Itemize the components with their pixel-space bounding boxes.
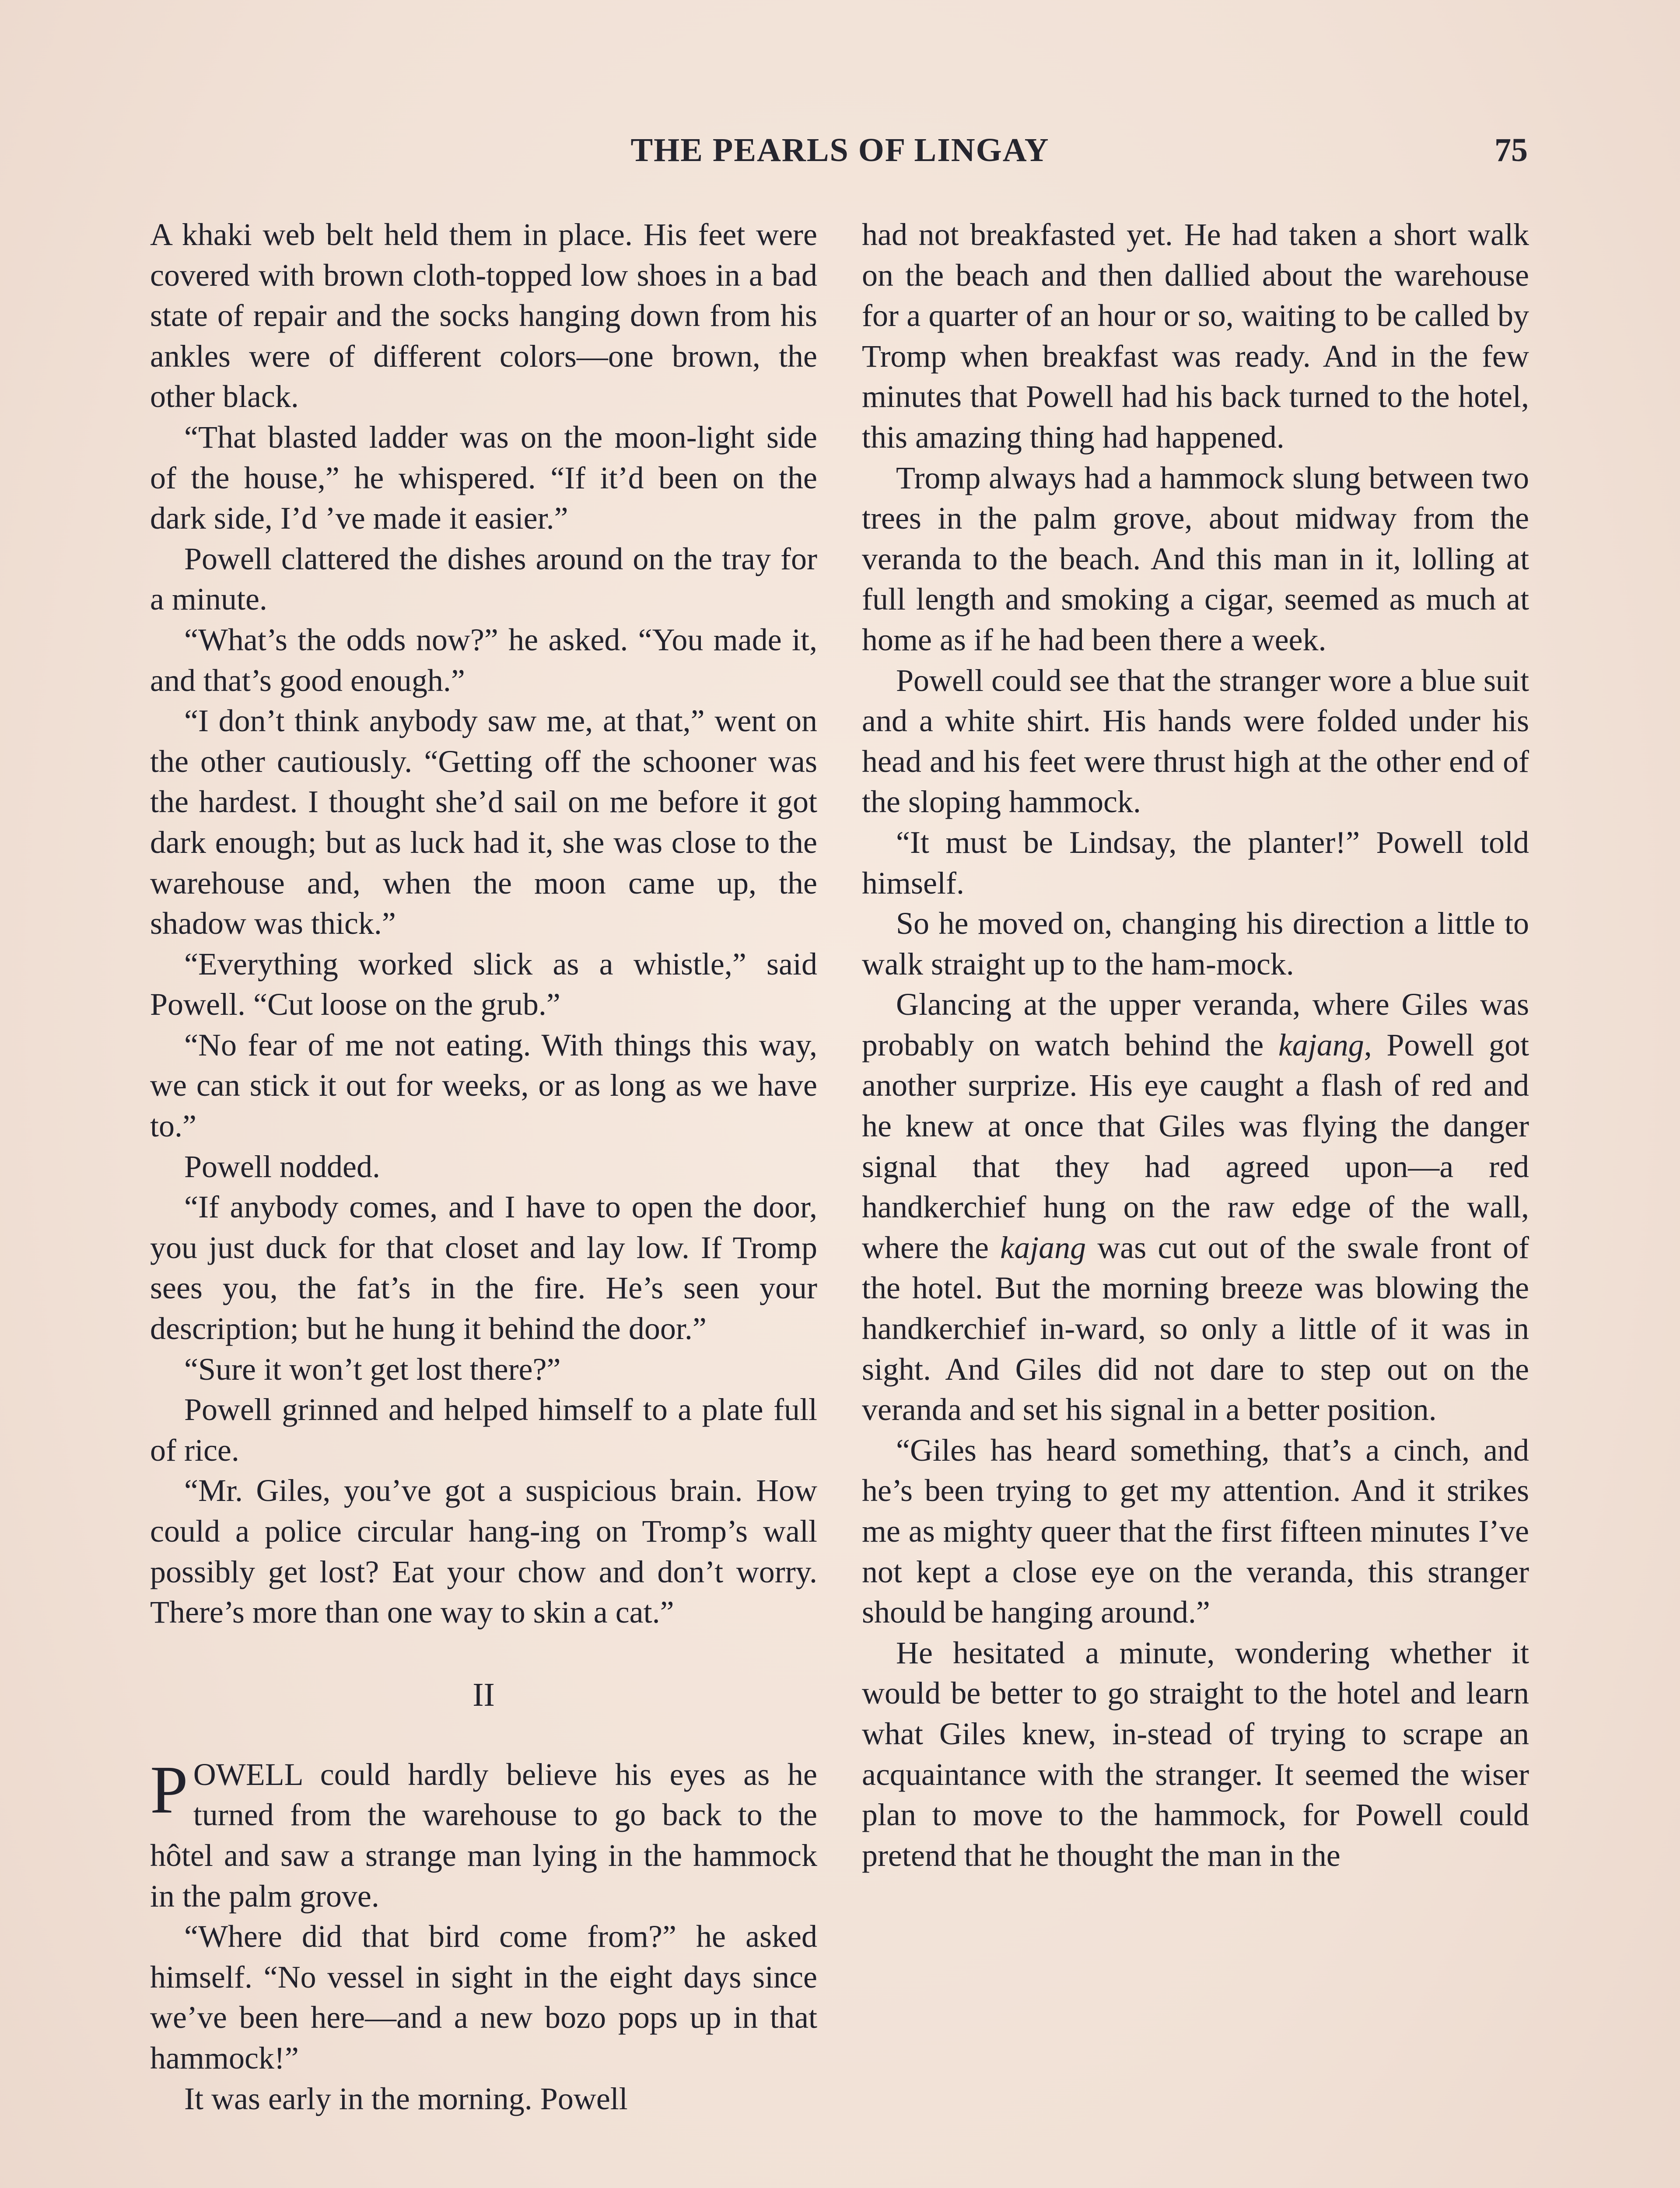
italic-word: kajang — [1278, 1027, 1364, 1062]
paragraph-giles-signal — [862, 984, 1529, 1430]
paragraph: “If anybody comes, and I have to open the door, you just duck for that closet and lay low. If Tromp sees you, the fat’s in the fire. He’s seen your description; but he hung it behind the door.” — [150, 1189, 817, 1346]
paragraph: “I don’t think anybody saw me, at that,” went on the other cautiously. “Getting off the schooner was the hardest. I thought she’d sail on me before it got dark enough; but as luck had it, she was close to the warehouse and, when the moon came up, the shadow was thick.” — [150, 703, 817, 941]
dropcap-paragraph — [150, 1751, 817, 1916]
paragraph: “Sure it won’t get lost there?” — [184, 1351, 561, 1387]
page-number: 75 — [1494, 132, 1528, 168]
left-column — [150, 214, 817, 2119]
paragraph: had not breakfasted yet. He had taken a short walk on the beach and then dallied about the warehouse for a quarter of an hour or so, waiting to be called by Tromp when breakfast was ready. And in the few minutes that Powell had his back turned to the hotel, this amazing thing had happened. — [862, 217, 1529, 455]
italic-word: kajang — [1000, 1230, 1086, 1265]
paragraph: Powell could see that the stranger wore a blue suit and a white shirt. His hands were folded under his head and his feet were thrust high at the other end of the sloping hammock. — [862, 663, 1529, 820]
paragraph: Tromp always had a hammock slung between two trees in the palm grove, about midway from the veranda to the beach. And this man in it, lolling at full length and smoking a cigar, seemed as much at home as if he had been there a week. — [862, 460, 1529, 657]
dropcap-letter: P — [150, 1751, 188, 1827]
paragraph: “That blasted ladder was on the moon-light side of the house,” he whispered. “If it’d been on the dark side, I’d ’ve made it easier.” — [150, 419, 817, 536]
paragraph: So he moved on, changing his direction a little to walk straight up to the ham-mock. — [862, 906, 1529, 982]
paragraph: “Mr. Giles, you’ve got a suspicious brain. How could a police circular hang-ing on Tromp’s wall possibly get lost? Eat your chow and don’t worry. There’s more than one way to skin a cat.” — [150, 1473, 817, 1630]
paragraph: “Where did that bird come from?” he asked himself. “No vessel in sight in the eight days since we’ve been here—and a new bozo pops up in that hammock!” — [150, 1919, 817, 2076]
paragraph: “It must be Lindsay, the planter!” Powell told himself. — [862, 824, 1529, 901]
text-run: Glancing at the upper veranda, where Giles was probably on watch behind the — [862, 987, 1529, 1062]
paragraph: “What’s the odds now?” he asked. “You made it, and that’s good enough.” — [150, 622, 817, 698]
paragraph: Powell grinned and helped himself to a plate full of rice. — [150, 1392, 817, 1468]
paragraph: “Everything worked slick as a whistle,” said Powell. “Cut loose on the grub.” — [150, 946, 817, 1022]
text-run: was cut out of the swale front of the hotel. But the morning breeze was blowing the handkerchief in-ward, so only a little of it was in sight. And Giles did not dare to step out on the veranda and set his signal in a better position. — [862, 1230, 1529, 1427]
right-column — [862, 214, 1529, 1876]
paragraph: He hesitated a minute, wondering whether it would be better to go straight to the hotel and learn what Giles knew, in-stead of trying to scrape an acquaintance with the stranger. It seemed the wiser plan to move to the hammock, for Powell could pretend that he thought the man in the — [862, 1635, 1529, 1873]
paragraph: Powell clattered the dishes around on the tray for a minute. — [150, 541, 817, 617]
section-heading: II — [472, 1676, 495, 1713]
paragraph: “No fear of me not eating. With things this way, we can stick it out for weeks, or as long as we have to.” — [150, 1027, 817, 1144]
paragraph: “Giles has heard something, that’s a cinch, and he’s been trying to get my attention. And it strikes me as mighty queer that the first fifteen minutes I’ve not kept a close eye on the veranda, this stranger should be hanging around.” — [862, 1432, 1529, 1630]
text-run: , Powell got another surprize. His eye caught a flash of red and he knew at once that Giles was flying the danger signal that they had agreed upon—a red handkerchief hung on the raw edge of the wall, where the — [862, 1027, 1529, 1265]
dropcap-paragraph-text: OWELL could hardly believe his eyes as he turned from the warehouse to go back to the hôtel and saw a strange man lying in the hammock in the palm grove. — [150, 1757, 817, 1914]
paragraph: It was early in the morning. Powell — [184, 2081, 628, 2116]
paragraph: Powell nodded. — [184, 1149, 380, 1184]
running-header-title: THE PEARLS OF LINGAY — [630, 132, 1050, 168]
paragraph: A khaki web belt held them in place. His feet were covered with brown cloth-topped low shoes in a bad state of repair and the socks hanging down from his ankles were of different colors—one brown, the other black. — [150, 217, 817, 414]
